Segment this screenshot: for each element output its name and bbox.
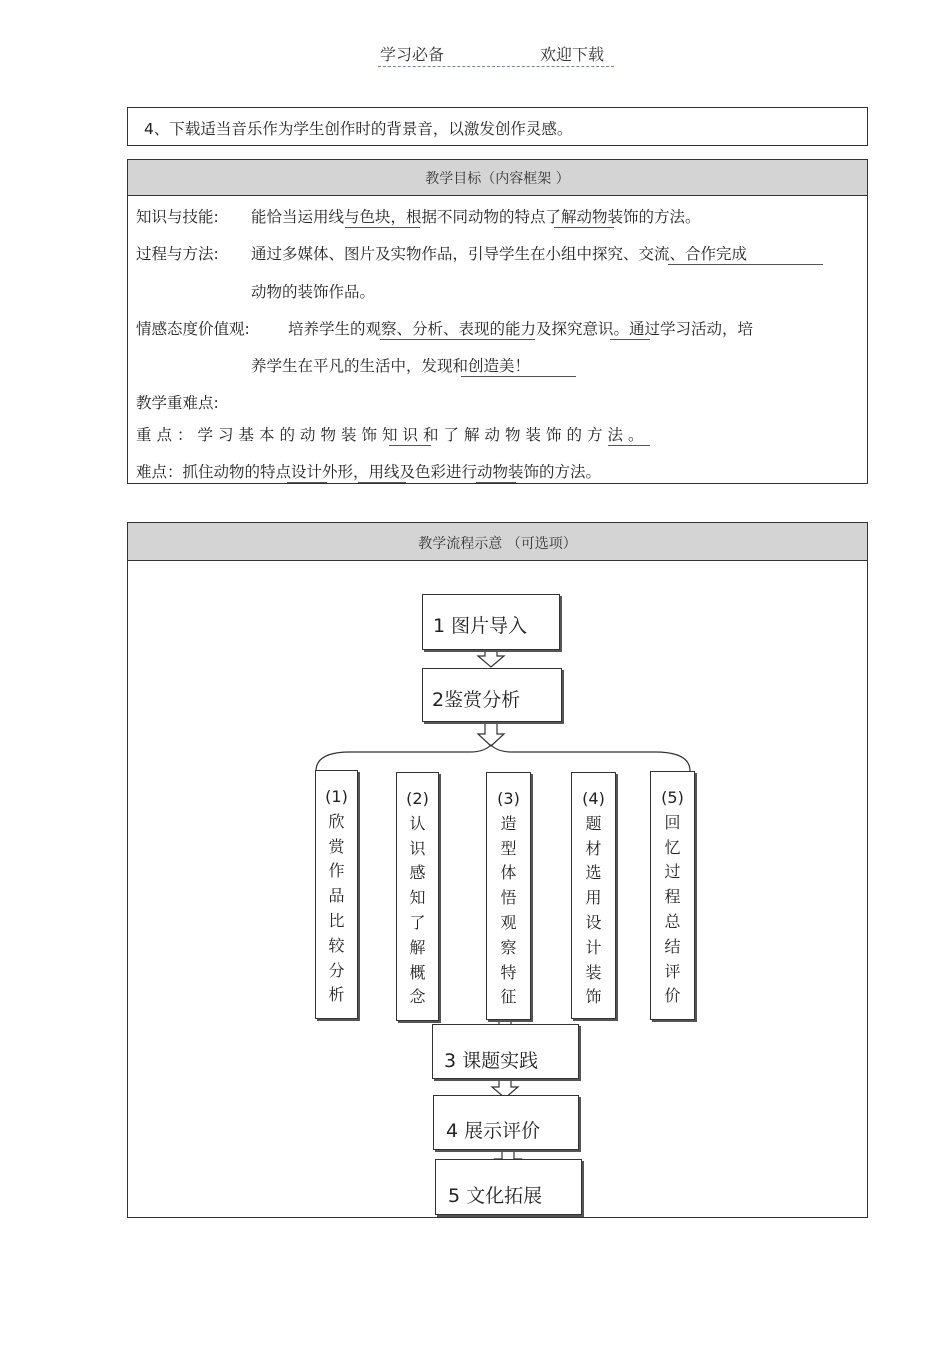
process-text-line1: 通过多媒体、图片及实物作品，引导学生在小组中探究、交流、合作完成 <box>251 245 748 263</box>
sub-step-1 <box>315 770 358 1019</box>
flow-step-2-label: 2鉴赏分析 <box>432 689 521 711</box>
flow-step-4-label: 4 展示评价 <box>446 1120 541 1142</box>
emotion-label: 情感态度价值观: <box>136 320 250 338</box>
flow-step-1-label: 1 图片导入 <box>433 615 528 637</box>
sub-step-char: 回 <box>664 812 681 832</box>
difficult-point-text: 难点：抓住动物的特点设计外形，用线及色彩进行动物装饰的方法。 <box>136 463 602 481</box>
flow-step-2 <box>422 668 562 722</box>
header-right-text: 欢迎下载 <box>540 45 605 64</box>
sub-step-char: 总 <box>664 911 681 931</box>
sub-step-char: 材 <box>585 838 602 858</box>
keypoints-label: 教学重难点: <box>136 394 219 412</box>
sub-step-char: 识 <box>409 838 426 858</box>
sub-step-char: 选 <box>585 863 602 883</box>
flow-title: 教学流程示意 （可选项） <box>128 523 867 561</box>
sub-step-char: 分 <box>328 960 345 980</box>
sub-step-5 <box>650 771 695 1020</box>
sub-step-char: 概 <box>409 962 426 982</box>
sub-step-char: 饰 <box>585 987 602 1007</box>
sub-step-char: 作 <box>328 861 345 881</box>
sub-step-char: 型 <box>500 838 517 858</box>
sub-step-char: 品 <box>328 886 345 906</box>
sub-step-2-num: (2) <box>406 789 429 808</box>
sub-step-char: 题 <box>585 813 602 833</box>
sub-step-2 <box>396 772 439 1021</box>
sub-step-char: 比 <box>328 910 345 930</box>
sub-step-char: 析 <box>328 985 345 1005</box>
key-point-text: 重点：学习基本的动物装饰知识和了解动物装饰的方法。 <box>136 426 649 444</box>
sub-step-char: 价 <box>664 986 681 1006</box>
sub-step-char: 结 <box>664 936 681 956</box>
sub-step-char: 解 <box>409 937 426 957</box>
sub-step-char: 征 <box>500 987 517 1007</box>
flow-step-5 <box>435 1159 582 1215</box>
sub-step-char: 察 <box>500 937 517 957</box>
knowledge-text: 能恰当运用线与色块，根据不同动物的特点了解动物装饰的方法。 <box>251 208 701 226</box>
sub-step-char: 评 <box>664 961 681 981</box>
branch-brace <box>316 745 690 771</box>
flow-step-3-label: 3 课题实践 <box>444 1050 539 1072</box>
sub-step-4-num: (4) <box>582 789 605 808</box>
sub-step-char: 赏 <box>328 836 345 856</box>
sub-step-char: 悟 <box>500 888 517 908</box>
sub-step-4 <box>571 772 616 1019</box>
header-left-text: 学习必备 <box>380 45 445 64</box>
sub-step-char: 观 <box>500 912 517 932</box>
sub-step-char: 认 <box>409 813 426 833</box>
sub-step-5-num: (5) <box>661 788 684 807</box>
emotion-text-line1: 培养学生的观察、分析、表现的能力及探究意识。通过学习活动，培 <box>288 320 754 338</box>
flow-step-5-label: 5 文化拓展 <box>448 1185 543 1207</box>
sub-step-char: 了 <box>409 912 426 932</box>
sub-step-3 <box>486 772 531 1020</box>
sub-step-char: 知 <box>409 888 426 908</box>
flow-step-3 <box>432 1024 579 1079</box>
sub-step-3-num: (3) <box>497 789 520 808</box>
sub-step-char: 忆 <box>664 837 681 857</box>
sub-step-char: 用 <box>585 888 602 908</box>
emotion-text-line2: 养学生在平凡的生活中，发现和创造美！ <box>251 357 531 375</box>
process-text-line2: 动物的装饰作品。 <box>251 283 376 301</box>
sub-step-char: 装 <box>585 962 602 982</box>
down-arrow <box>478 721 504 746</box>
process-label: 过程与方法: <box>136 245 219 263</box>
knowledge-label: 知识与技能: <box>136 208 219 226</box>
sub-step-char: 念 <box>409 987 426 1007</box>
sub-step-char: 特 <box>500 962 517 982</box>
sub-step-char: 程 <box>664 887 681 907</box>
flow-step-1 <box>422 594 560 650</box>
sub-step-char: 体 <box>500 863 517 883</box>
sub-step-char: 过 <box>664 862 681 882</box>
objectives-title: 教学目标（内容框架 ） <box>128 160 867 196</box>
resource-item-text: 4、下载适当音乐作为学生创作时的背景音，以激发创作灵感。 <box>144 120 573 138</box>
sub-step-char: 感 <box>409 863 426 883</box>
sub-step-char: 欣 <box>328 811 345 831</box>
sub-step-char: 设 <box>585 912 602 932</box>
sub-step-char: 造 <box>500 813 517 833</box>
sub-step-1-num: (1) <box>325 787 348 806</box>
sub-step-char: 计 <box>585 937 602 957</box>
sub-step-char: 较 <box>328 935 345 955</box>
flow-step-4 <box>433 1095 579 1150</box>
